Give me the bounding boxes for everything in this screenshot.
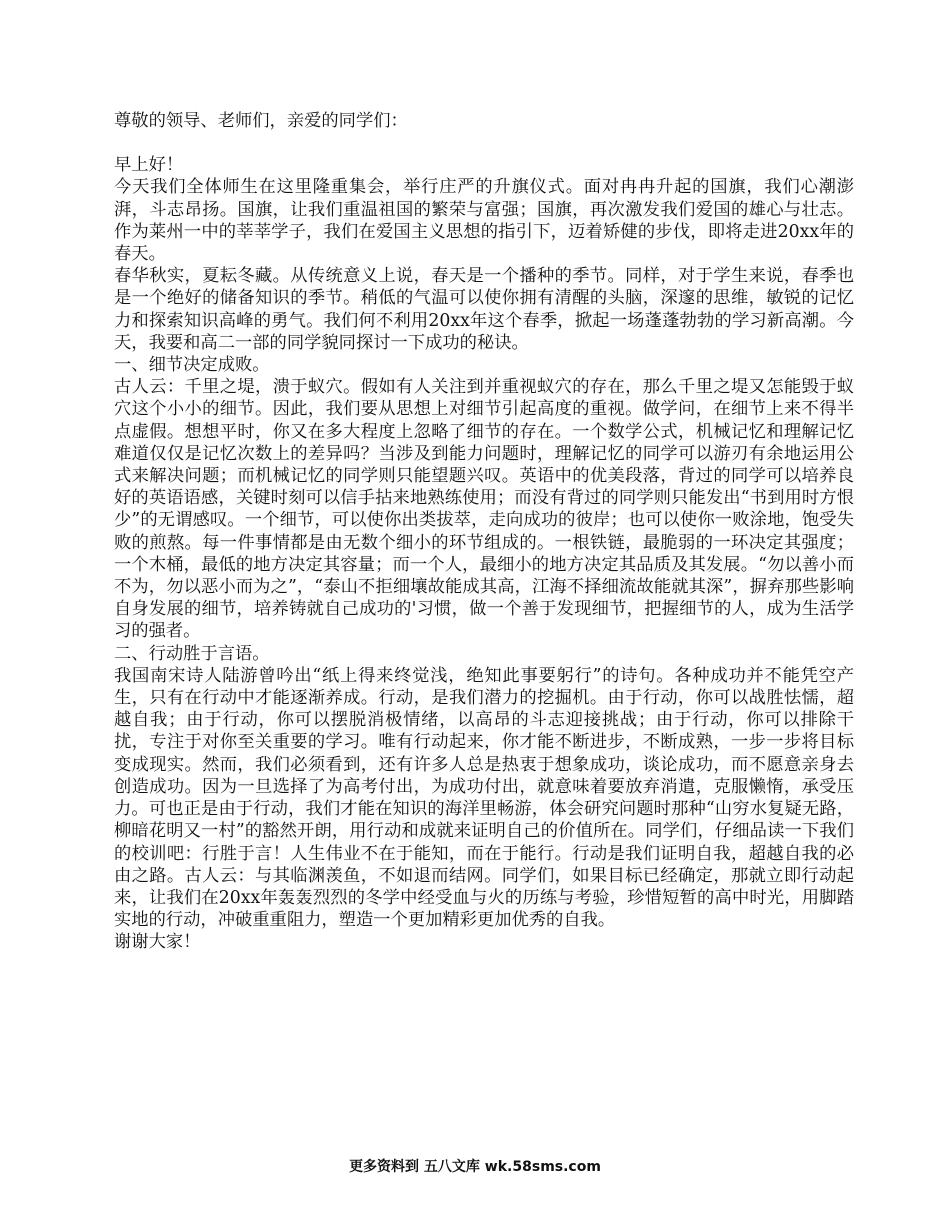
salutation: 尊敬的领导、老师们，亲爱的同学们： [114,111,408,131]
document-body [114,110,854,954]
section-heading-details: 一、细节决定成败。 [114,355,270,376]
closing-thanks: 谢谢大家！ [114,932,201,953]
paragraph-intro: 今天我们全体师生在这里隆重集会，举行庄严的升旗仪式。面对冉冉升起的国旗，我们心潮澎湃，斗志昂扬。国旗，让我们重温祖国的繁荣与富强；国旗，再次激发我们爱国的雄心与壮志。作为莱州一中的莘莘学子，我们在爱国主义思想的指引下，迈着矫健的步伐，即将走进20xx年的春天。 [114,177,854,265]
paragraph-spring: 春华秋实，夏耘冬藏。从传统意义上说，春天是一个播种的季节。同样，对于学生来说，春季也是一个绝好的储备知识的季节。稍低的气温可以使你拥有清醒的头脑，深邃的思维，敏锐的记忆力和探索知识高峰的勇气。我们何不利用20xx年这个春季，掀起一场蓬蓬勃勃的学习新高潮。今天，我要和高二一部的同学貌同探讨一下成功的秘诀。 [114,266,854,353]
greeting: 早上好！ [114,155,184,176]
section-heading-action: 二、行动胜于言语。 [114,643,270,664]
paragraph-details: 古人云：千里之堤，溃于蚁穴。假如有人关注到并重视蚁穴的存在，那么千里之堤又怎能毁于蚁穴这个小小的细节。因此，我们要从思想上对细节引起高度的重视。做学问，在细节上来不得半点虚假。想想平时，你又在多大程度上忽略了细节的存在。一个数学公式，机械记忆和理解记忆难道仅仅是记忆次数上的差异吗？当涉及到能力问题时，理解记忆的同学可以游刃有余地运用公式来解决问题；而机械记忆的同学则只能望题兴叹。英语中的优美段落，背过的同学可以培养良好的英语语感，关键时刻可以信手拈来地熟练使用；而没有背过的同学则只能发出“书到用时方恨少”的无谓感叹。一个细节，可以使你出类拔萃，走向成功的彼岸；也可以使你一败涂地，饱受失败的煎熬。每一件事情都是由无数个细小的环节组成的。一根铁链，最脆弱的一环决定其强度；一个木桶，最低的地方决定其容量；而一个人，最细小的地方决定其品质及其发展。“勿以善小而不为，勿以恶小而为之”，“泰山不拒细壤故能成其高，江海不择细流故能就其深”，摒弃那些影响自身发展的细节，培养铸就自己成功的'习惯，做一个善于发现细节，把握细节的人，成为生活学习的强者。 [114,377,854,642]
footer-watermark: 更多资料到 五八文库 wk.58sms.com [349,1159,601,1175]
paragraph-action: 我国南宋诗人陆游曾吟出“纸上得来终觉浅，绝知此事要躬行”的诗句。各种成功并不能凭空产生，只有在行动中才能逐渐养成。行动，是我们潜力的挖掘机。由于行动，你可以战胜怯懦，超越自我；由于行动，你可以摆脱消极情绪，以高昂的斗志迎接挑战；由于行动，你可以排除干扰，专注于对你至关重要的学习。唯有行动起来，你才能不断进步，不断成熟，一步一步将目标变成现实。然而，我们必须看到，还有许多人总是热衷于想象成功，谈论成功，而不愿意亲身去创造成功。因为一旦选择了为高考付出，为成功付出，就意味着要放弃消遣，克服懒惰，承受压力。可也正是由于行动，我们才能在知识的海洋里畅游，体会研究问题时那种“山穷水复疑无路，柳暗花明又一村”的豁然开朗，用行动和成就来证明自己的价值所在。同学们，仔细品读一下我们的校训吧：行胜于言！人生伟业不在于能知，而在于能行。行动是我们证明自我，超越自我的必由之路。古人云：与其临渊羡鱼，不如退而结网。同学们，如果目标已经确定，那就立即行动起来，让我们在20xx年轰轰烈烈的冬学中经受血与火的历练与考验，珍惜短暂的高中时光，用脚踏实地的行动，冲破重重阻力，塑造一个更加精彩更加优秀的自我。 [114,665,854,931]
